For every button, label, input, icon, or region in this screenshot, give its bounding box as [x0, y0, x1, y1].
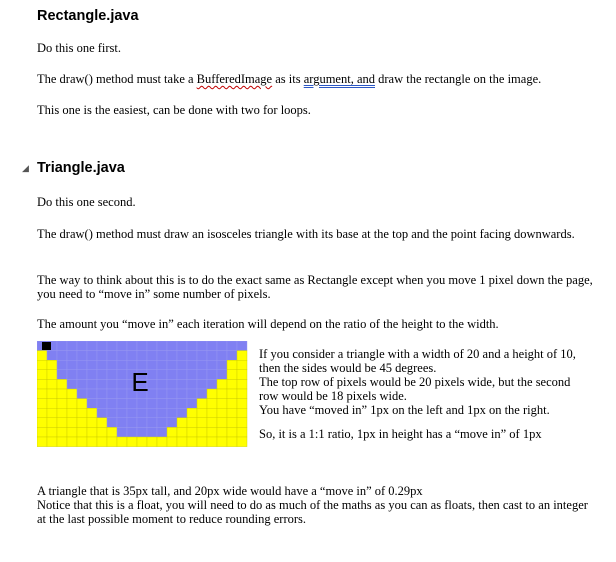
pixel-cell [67, 408, 77, 418]
pixel-cell [57, 418, 67, 428]
pixel-cell [217, 341, 227, 351]
pixel-cell [67, 341, 77, 351]
pixel-cell [87, 437, 97, 447]
triangle-paragraph-4: The amount you “move in” each iteration will depend on the ratio of the height to the width. [37, 317, 499, 331]
triangle-paragraph-6: Notice that this is a float, you will need to do as much of the maths as you can as floats, then cast to an integer at the last possible moment to reduce rounding errors. [37, 498, 588, 526]
pixel-cell [187, 370, 197, 380]
pixel-cell [207, 427, 217, 437]
pixel-cell [237, 360, 247, 370]
pixel-cell [167, 360, 177, 370]
pixel-cell [57, 360, 67, 370]
pixel-cell [127, 408, 137, 418]
pixel-cell [137, 427, 147, 437]
pixel-cell [107, 418, 117, 428]
pixel-cell [67, 399, 77, 409]
pixel-cell [167, 437, 177, 447]
text-run: draw the rectangle on the image. [375, 72, 542, 86]
pixel-cell [237, 341, 247, 351]
pixel-cell [187, 418, 197, 428]
pixel-cell [67, 379, 77, 389]
pixel-cell [177, 399, 187, 409]
pixel-cell [87, 360, 97, 370]
rectangle-paragraph-2 [37, 72, 597, 86]
pixel-cell [147, 341, 157, 351]
triangle-paragraph-2: The draw() method must draw an isosceles triangle with its base at the top and the point facing downwards. [37, 227, 575, 241]
section-title-rectangle: Rectangle.java [37, 8, 139, 24]
pixel-cell [157, 408, 167, 418]
pixel-cell [207, 437, 217, 447]
pixel-cell [117, 341, 127, 351]
pixel-cell [217, 370, 227, 380]
pixel-cell [67, 360, 77, 370]
pixel-cell [97, 360, 107, 370]
rectangle-paragraph-3: This one is the easiest, can be done with two for loops. [37, 103, 311, 117]
pixel-cell [127, 399, 137, 409]
pixel-cell [107, 408, 117, 418]
pixel-cell [97, 389, 107, 399]
pixel-cell [187, 437, 197, 447]
pixel-cell [157, 370, 167, 380]
pixel-cell [57, 351, 67, 361]
grammar-flag-phrase[interactable]: argument, and [303, 72, 375, 86]
pixel-cell [217, 389, 227, 399]
pixel-cell [117, 437, 127, 447]
pixel-cell [47, 427, 57, 437]
pixel-cell [147, 418, 157, 428]
pixel-cell [137, 408, 147, 418]
pixel-cell [167, 399, 177, 409]
pixel-cell [117, 399, 127, 409]
pixel-cell [197, 370, 207, 380]
pixel-cell [167, 379, 177, 389]
pixel-cell [127, 341, 137, 351]
pixel-cell [147, 437, 157, 447]
pixel-cell [177, 341, 187, 351]
origin-pixel-marker [42, 342, 51, 350]
pixel-cell [237, 418, 247, 428]
pixel-cell [37, 418, 47, 428]
pixel-cell [57, 399, 67, 409]
pixel-cell [217, 427, 227, 437]
pixel-cell [137, 341, 147, 351]
pixel-cell [117, 360, 127, 370]
figure-explanation [259, 347, 589, 441]
pixel-cell [227, 341, 237, 351]
pixel-cell [117, 408, 127, 418]
pixel-cell [227, 408, 237, 418]
pixel-cell [187, 399, 197, 409]
pixel-cell [37, 427, 47, 437]
pixel-cell [207, 341, 217, 351]
pixel-cell [217, 360, 227, 370]
pixel-cell [227, 399, 237, 409]
pixel-cell [97, 427, 107, 437]
pixel-cell [147, 427, 157, 437]
pixel-cell [197, 360, 207, 370]
triangle-paragraph-5: A triangle that is 35px tall, and 20px wide would have a “move in” of 0.29px [37, 484, 423, 498]
pixel-cell [77, 341, 87, 351]
pixel-cell [207, 370, 217, 380]
pixel-cell [197, 427, 207, 437]
pixel-cell [207, 351, 217, 361]
pixel-cell [147, 351, 157, 361]
pixel-cell [47, 408, 57, 418]
pixel-cell [47, 399, 57, 409]
pixel-cell [237, 379, 247, 389]
pixel-cell [107, 370, 117, 380]
pixel-cell [127, 351, 137, 361]
explanation-line-3: You have “moved in” 1px on the left and 1px on the right. [259, 403, 550, 417]
pixel-cell [57, 370, 67, 380]
pixel-cell [157, 427, 167, 437]
pixel-cell [117, 418, 127, 428]
pixel-cell [217, 399, 227, 409]
pixel-cell [117, 389, 127, 399]
pixel-cell [107, 437, 117, 447]
pixel-cell [187, 341, 197, 351]
pixel-cell [127, 437, 137, 447]
pixel-cell [207, 399, 217, 409]
pixel-cell [127, 418, 137, 428]
pixel-cell [157, 437, 167, 447]
pixel-cell [67, 427, 77, 437]
pixel-cell [57, 341, 67, 351]
pixel-cell [87, 399, 97, 409]
pixel-cell [57, 408, 67, 418]
pixel-cell [37, 437, 47, 447]
pixel-cell [177, 351, 187, 361]
pixel-cell [77, 351, 87, 361]
pixel-cell [177, 360, 187, 370]
pixel-cell [177, 370, 187, 380]
triangle-paragraph-1: Do this one second. [37, 195, 136, 209]
pixel-cell [197, 418, 207, 428]
pixel-cell [167, 389, 177, 399]
pixel-cell [137, 418, 147, 428]
pixel-cell [167, 370, 177, 380]
pixel-cell [67, 418, 77, 428]
pixel-cell [97, 341, 107, 351]
pixel-cell [227, 351, 237, 361]
pixel-cell [207, 408, 217, 418]
pixel-cell [157, 399, 167, 409]
pixel-cell [87, 351, 97, 361]
pixel-cell [237, 389, 247, 399]
pixel-cell [107, 379, 117, 389]
pixel-cell [97, 408, 107, 418]
pixel-cell [77, 370, 87, 380]
pixel-cell [217, 351, 227, 361]
pixel-cell [57, 437, 67, 447]
pixel-cell [157, 351, 167, 361]
pixel-cell [157, 418, 167, 428]
pixel-cell [67, 351, 77, 361]
triangle-paragraph-3: The way to think about this is to do the exact same as Rectangle except when you move 1 pixel down the page, you need to “move in” some number of pixels. [37, 273, 593, 301]
pixel-cell [167, 427, 177, 437]
pixel-cell [37, 408, 47, 418]
pixel-cell [177, 408, 187, 418]
pixel-cell [197, 399, 207, 409]
pixel-cell [97, 370, 107, 380]
pixel-cell [37, 389, 47, 399]
pixel-cell [87, 379, 97, 389]
section-title-triangle: Triangle.java [37, 160, 125, 176]
pixel-cell [107, 351, 117, 361]
pixel-cell [197, 389, 207, 399]
pixel-cell [77, 379, 87, 389]
pixel-cell [187, 360, 197, 370]
pixel-cell [37, 370, 47, 380]
pixel-cell [207, 389, 217, 399]
pixel-cell [87, 389, 97, 399]
pixel-cell [227, 418, 237, 428]
text-run: as its [272, 72, 304, 86]
pixel-cell [87, 408, 97, 418]
pixel-cell [177, 379, 187, 389]
pixel-cell [67, 370, 77, 380]
pixel-cell [237, 399, 247, 409]
pixel-cell [237, 437, 247, 447]
pixel-cell [177, 427, 187, 437]
pixel-cell [107, 427, 117, 437]
pixel-cell [197, 408, 207, 418]
pixel-cell [227, 437, 237, 447]
pixel-cell [167, 408, 177, 418]
pixel-cell [57, 379, 67, 389]
pixel-cell [197, 341, 207, 351]
pixel-cell [157, 379, 167, 389]
pixel-cell [217, 379, 227, 389]
pixel-cell [37, 379, 47, 389]
rectangle-paragraph-1: Do this one first. [37, 41, 122, 55]
pixel-cell [237, 370, 247, 380]
pixel-cell [237, 427, 247, 437]
pixel-cell [137, 437, 147, 447]
explanation-line-4: So, it is a 1:1 ratio, 1px in height has a “move in” of 1px [259, 427, 542, 441]
pixel-cell [47, 351, 57, 361]
pixel-cell [227, 427, 237, 437]
pixel-cell [207, 379, 217, 389]
pixel-cell [157, 389, 167, 399]
pixel-cell [167, 418, 177, 428]
text-run: The draw() method must take a [37, 72, 197, 86]
pixel-cell [157, 360, 167, 370]
spell-error-word[interactable]: BufferedImage [196, 72, 273, 86]
pixel-cell [177, 389, 187, 399]
pixel-cell [137, 351, 147, 361]
pixel-cell [157, 341, 167, 351]
pixel-cell [227, 370, 237, 380]
pixel-cell [77, 418, 87, 428]
pixel-cell [187, 389, 197, 399]
pixel-cell [177, 437, 187, 447]
pixel-cell [107, 360, 117, 370]
pixel-cell [207, 360, 217, 370]
pixel-cell [47, 418, 57, 428]
figure-letter-label: E [131, 367, 149, 397]
pixel-cell [147, 408, 157, 418]
pixel-cell [57, 389, 67, 399]
pixel-cell [87, 370, 97, 380]
pixel-cell [97, 351, 107, 361]
pixel-cell [227, 379, 237, 389]
pixel-cell [97, 399, 107, 409]
pixel-cell [217, 437, 227, 447]
pixel-cell [97, 437, 107, 447]
pixel-cell [167, 341, 177, 351]
pixel-cell [77, 408, 87, 418]
pixel-cell [197, 437, 207, 447]
pixel-cell [167, 351, 177, 361]
pixel-cell [117, 427, 127, 437]
pixel-cell [87, 341, 97, 351]
pixel-cell [57, 427, 67, 437]
pixel-cell [117, 379, 127, 389]
pixel-cell [237, 351, 247, 361]
explanation-line-1: If you consider a triangle with a width of 20 and a height of 10, then the sides would be 45 degrees. [259, 347, 576, 375]
pixel-cell [227, 389, 237, 399]
triangle-pixel-figure [37, 341, 249, 447]
pixel-cell [107, 399, 117, 409]
pixel-cell [67, 389, 77, 399]
pixel-cell [177, 418, 187, 428]
pixel-cell [117, 351, 127, 361]
pixel-cell [187, 379, 197, 389]
pixel-cell [77, 427, 87, 437]
pixel-cell [37, 399, 47, 409]
pixel-cell [77, 389, 87, 399]
pixel-cell [137, 399, 147, 409]
pixel-cell [47, 360, 57, 370]
pixel-cell [127, 427, 137, 437]
pixel-cell [67, 437, 77, 447]
pixel-cell [97, 418, 107, 428]
pixel-cell [227, 360, 237, 370]
pixel-cell [107, 389, 117, 399]
pixel-cell [37, 351, 47, 361]
pixel-cell [47, 370, 57, 380]
pixel-cell [37, 360, 47, 370]
pixel-cell [197, 351, 207, 361]
pixel-cell [197, 379, 207, 389]
pixel-cell [47, 389, 57, 399]
explanation-line-2: The top row of pixels would be 20 pixels wide, but the second row would be 18 pixels wide. [259, 375, 571, 403]
pixel-cell [187, 427, 197, 437]
pixel-cell [207, 418, 217, 428]
pixel-cell [47, 379, 57, 389]
pixel-cell [77, 437, 87, 447]
pixel-cell [47, 437, 57, 447]
pixel-cell [187, 351, 197, 361]
pixel-cell [77, 360, 87, 370]
collapse-triangle-icon[interactable]: ◢ [22, 164, 29, 174]
pixel-cell [97, 379, 107, 389]
pixel-cell [217, 408, 227, 418]
pixel-cell [87, 418, 97, 428]
pixel-cell [77, 399, 87, 409]
pixel-cell [117, 370, 127, 380]
pixel-cell [217, 418, 227, 428]
pixel-cell [237, 408, 247, 418]
pixel-cell [147, 399, 157, 409]
pixel-cell [107, 341, 117, 351]
pixel-cell [87, 427, 97, 437]
pixel-cell [187, 408, 197, 418]
